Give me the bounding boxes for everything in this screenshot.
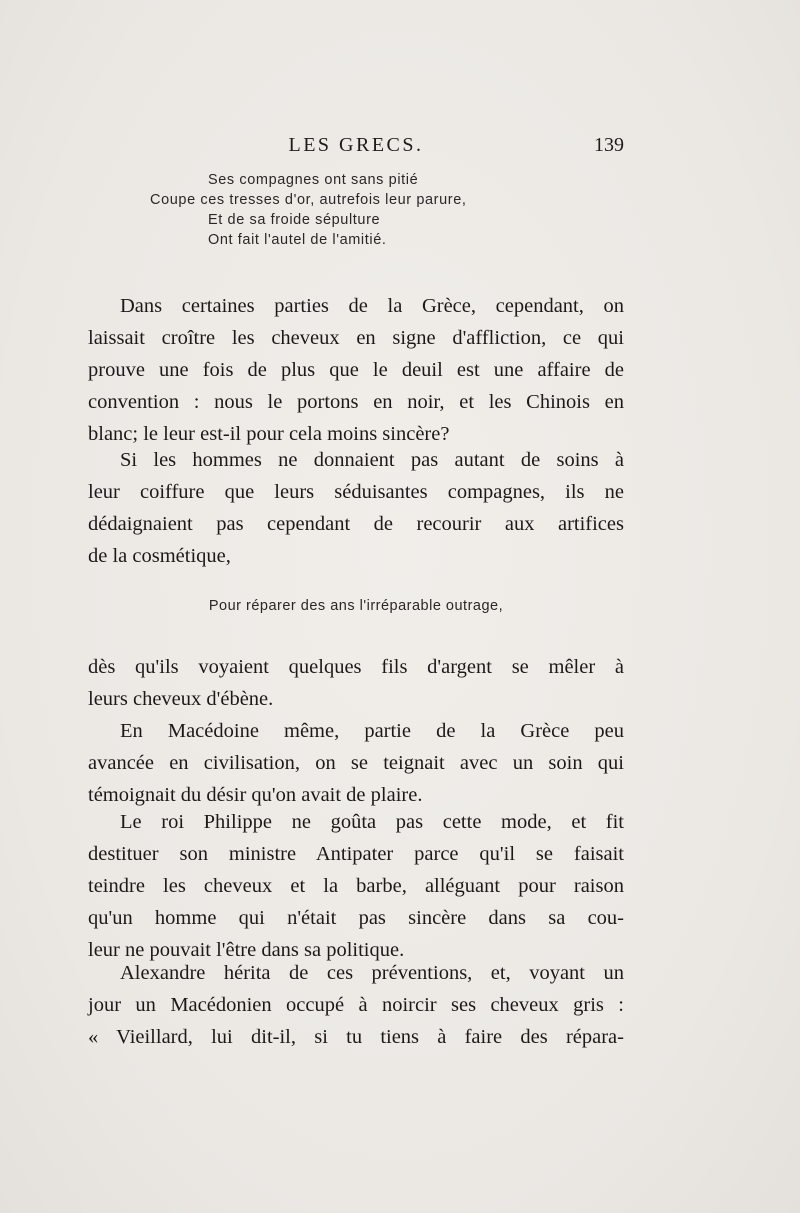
text-line: En Macédoine même, partie de la Grèce peu <box>120 720 624 742</box>
paragraph-coiffure <box>88 444 624 572</box>
text-line: jour un Macédonien occupé à noircir ses cheveux gris : <box>88 994 624 1016</box>
text-line: qu'un homme qui n'était pas sincère dans sa cou- <box>88 907 624 929</box>
text-line: dès qu'ils voyaient quelques fils d'argent se mêler à <box>88 656 624 678</box>
text-line: Le roi Philippe ne goûta pas cette mode, et fit <box>120 811 624 833</box>
text-line: blanc; le leur est-il pour cela moins sincère? <box>88 423 450 445</box>
text-line: leur coiffure que leurs séduisantes compagnes, ils ne <box>88 481 624 503</box>
verse-line: Ses compagnes ont sans pitié <box>208 172 419 188</box>
verse-quotation <box>150 170 467 250</box>
verse-line: Et de sa froide sépulture <box>208 212 381 228</box>
text-line: dédaignaient pas cependant de recourir aux artifices <box>88 513 624 535</box>
verse-line: Coupe ces tresses d'or, autrefois leur parure, <box>150 192 467 208</box>
text-line: laissait croître les cheveux en signe d'affliction, ce qui <box>88 327 624 349</box>
text-line: leur ne pouvait l'être dans sa politique. <box>88 939 405 961</box>
text-line: de la cosmétique, <box>88 545 231 567</box>
page-number: 139 <box>594 134 624 156</box>
running-header <box>88 130 624 160</box>
paragraph-macedonia <box>88 715 624 811</box>
verse-quote-line: Pour réparer des ans l'irréparable outrage, <box>208 598 504 614</box>
verse-line: Ont fait l'autel de l'amitié. <box>208 232 387 248</box>
text-line: destituer son ministre Antipater parce qu'il se faisait <box>88 843 624 865</box>
text-line: Dans certaines parties de la Grèce, cependant, on <box>120 295 624 317</box>
paragraph-mourning <box>88 290 624 450</box>
paragraph-alexandre <box>88 957 624 1053</box>
text-line: avancée en civilisation, on se teignait avec un soin qui <box>88 752 624 774</box>
text-line: Si les hommes ne donnaient pas autant de soins à <box>120 449 624 471</box>
text-line: convention : nous le portons en noir, et les Chinois en <box>88 391 624 413</box>
text-line: témoignait du désir qu'on avait de plaire. <box>88 784 423 806</box>
text-line: leurs cheveux d'ébène. <box>88 688 274 710</box>
text-line: prouve une fois de plus que le deuil est une affaire de <box>88 359 624 381</box>
text-line: « Vieillard, lui dit-il, si tu tiens à faire des répara- <box>88 1026 624 1048</box>
paragraph-silver-hair <box>88 651 624 715</box>
text-line: teindre les cheveux et la barbe, alléguant pour raison <box>88 875 624 897</box>
text-line: Alexandre hérita de ces préventions, et, voyant un <box>120 962 624 984</box>
paragraph-philippe <box>88 806 624 966</box>
running-title: LES GRECS. <box>288 134 424 156</box>
